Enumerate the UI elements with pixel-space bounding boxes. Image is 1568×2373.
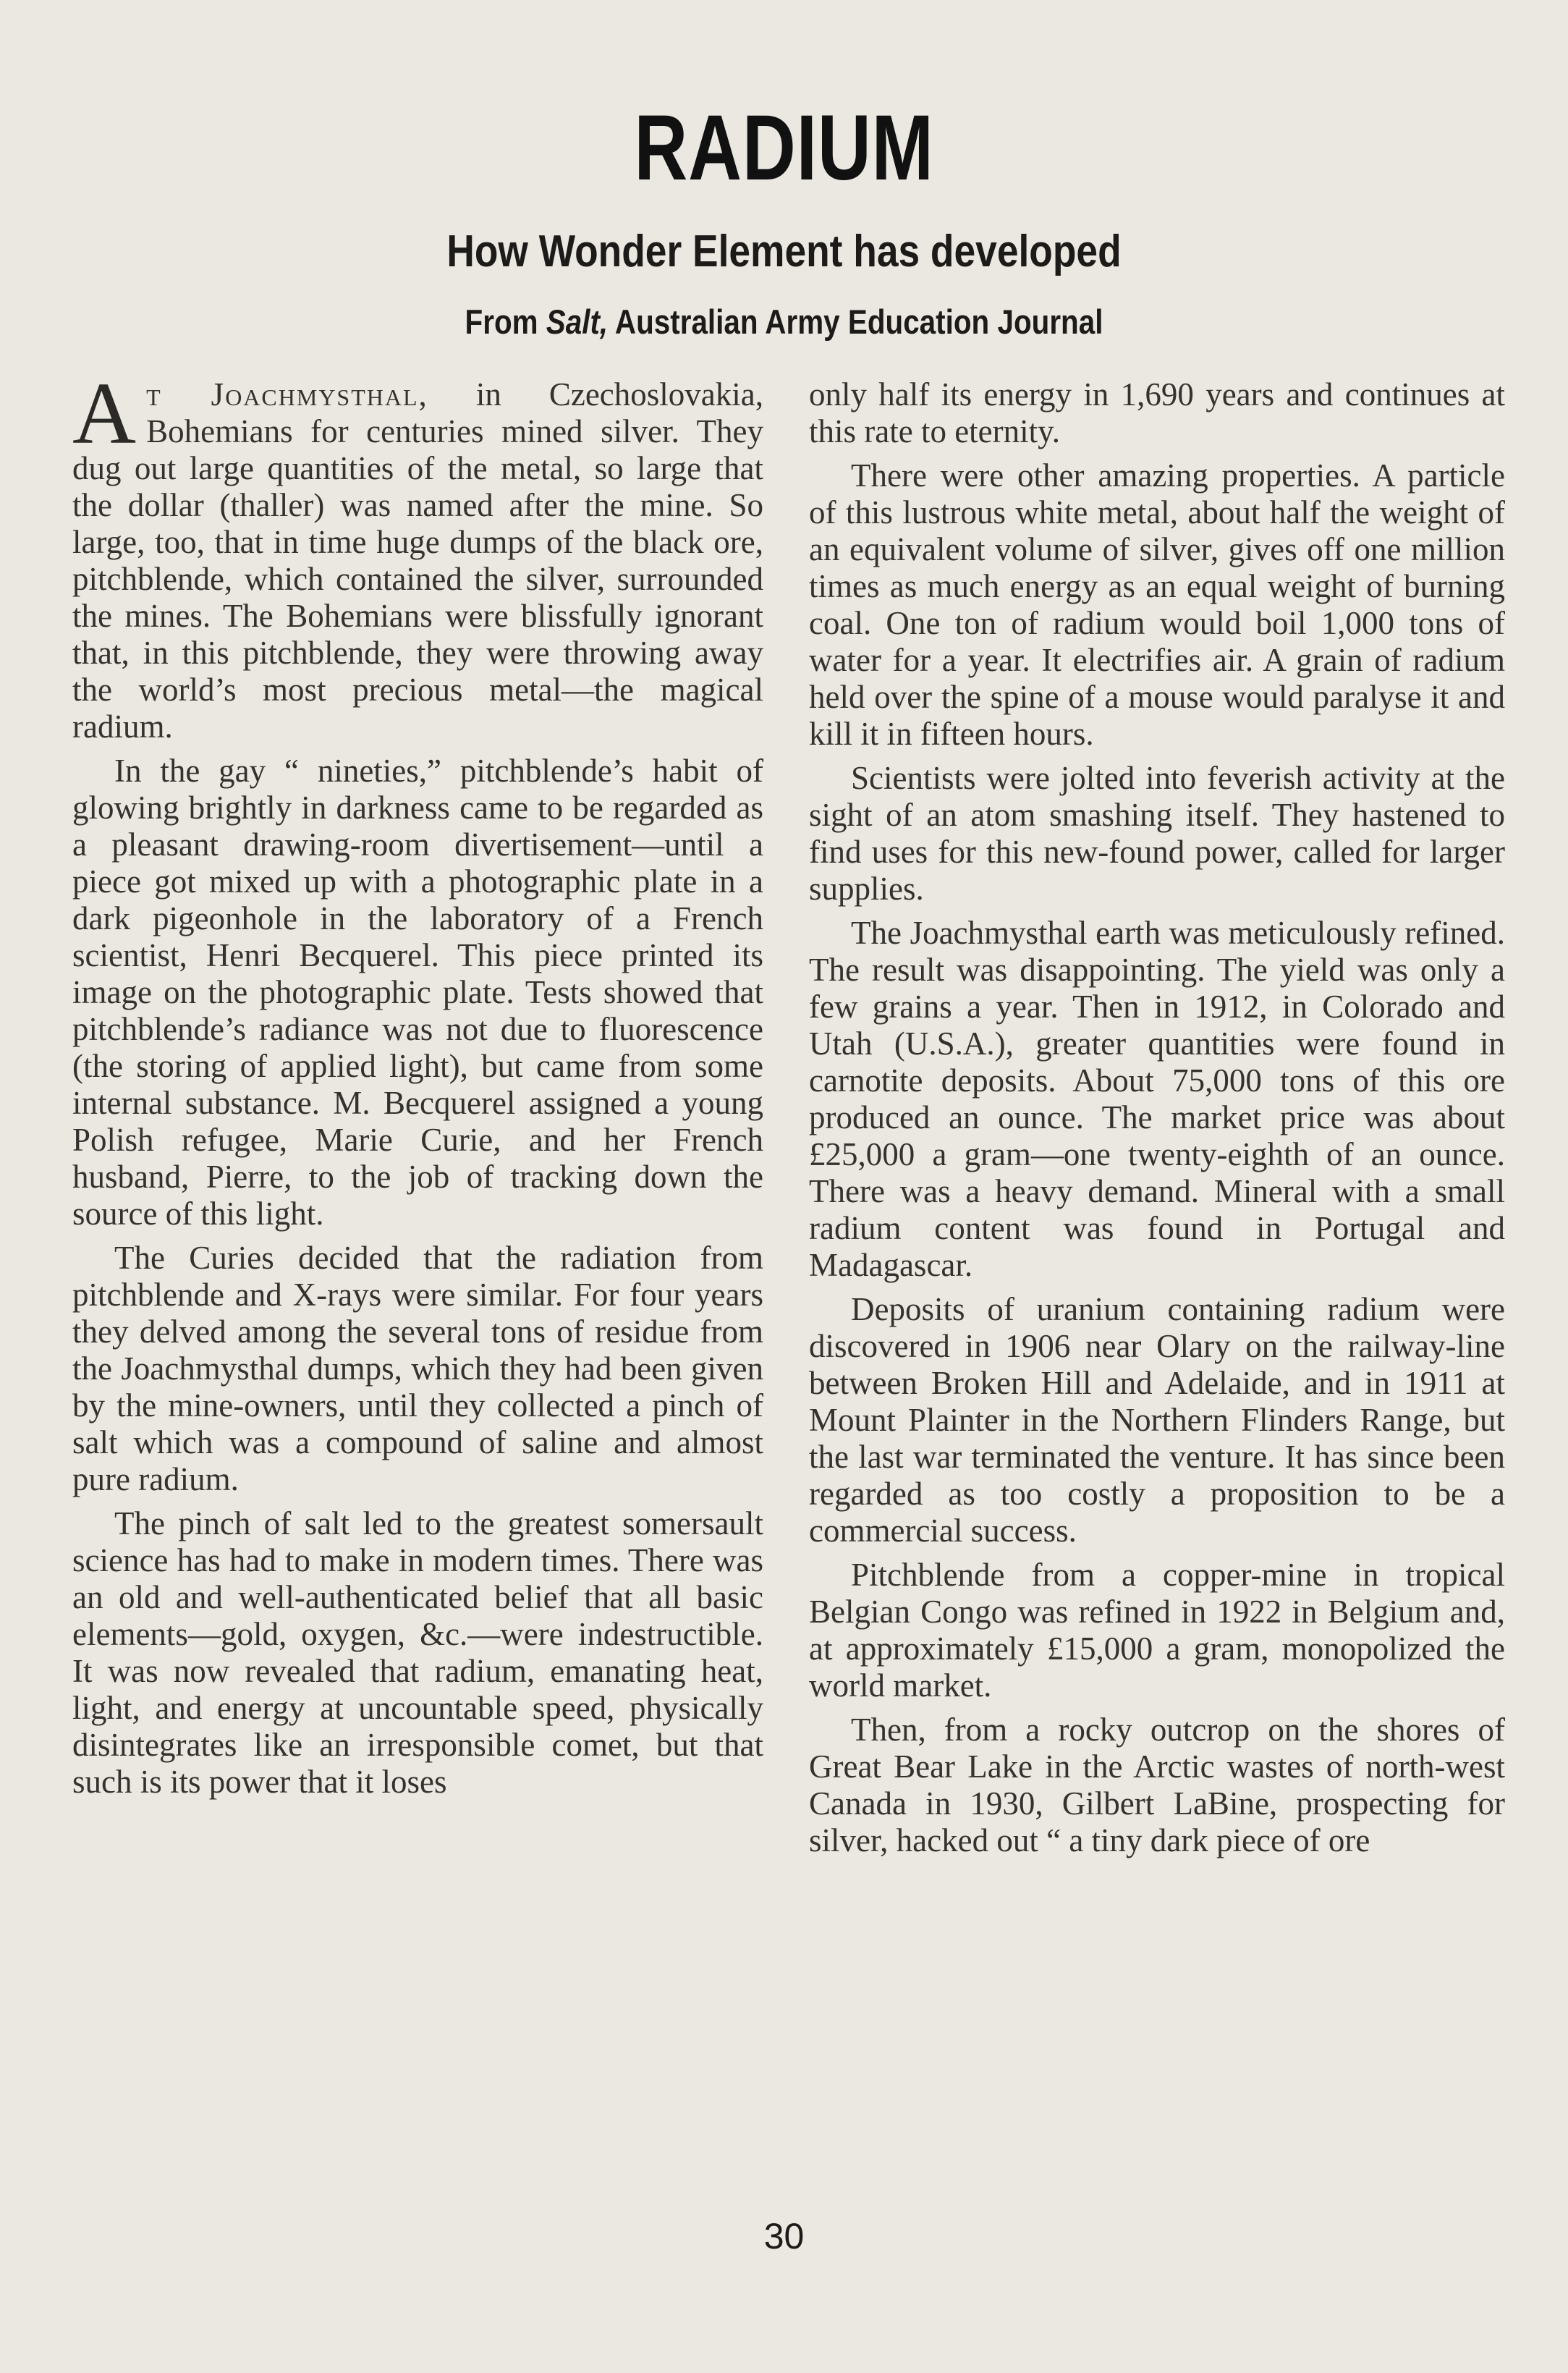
paragraph: In the gay “ nineties,” pitchblende’s habit of glowing brightly in darkness came to be regarded as a pleasant drawing-room divertisement—until a piece got mixed up with a photographic plate in a dark pigeonhole in the laboratory of a French scientist, Henri Becquerel. This piece printed its image on the photographic plate. Tests showed that pitchblende’s radiance was not due to fluorescence (the storing of applied light), but came from some internal substance. M. Becquerel assigned a young Polish refugee, Marie Curie, and her French husband, Pierre, to the job of tracking down the source of this light. bbox=[72, 753, 763, 1232]
paragraph bbox=[72, 365, 763, 745]
paragraph: only half its energy in 1,690 years and continues at this rate to eternity. bbox=[809, 376, 1505, 449]
paragraph: The Curies decided that the radiation from pitchblende and X-rays were similar. For four years they delved among the several tons of residue from the Joachmysthal dumps, which they had been given by the mine-owners, until they collected a pinch of salt which was a compound of saline and almost pure radium. bbox=[72, 1240, 763, 1497]
source-publication: Salt, bbox=[546, 303, 609, 341]
source-suffix: Australian Army Education Journal bbox=[608, 303, 1103, 341]
paragraph: Then, from a rocky outcrop on the shores of Great Bear Lake in the Arctic wastes of north-west Canada in 1930, Gilbert LaBine, prospecting for silver, hacked out “ a tiny dark piece of ore bbox=[809, 1712, 1505, 1858]
page-number: 30 bbox=[763, 2216, 805, 2256]
drop-cap: A bbox=[72, 365, 137, 462]
lead-in-smallcaps: t Joachmysthal, bbox=[146, 376, 428, 413]
article-source bbox=[110, 298, 1459, 346]
paragraph-text: in Czechoslovakia, Bohemians for centuries mined silver. They dug out large quantities of the metal, so large that the dollar (thaller) was named after the mine. So large, too, that in time huge dumps of the black ore, pitchblende, which contained the silver, surrounded the mines. The Bohemians were blissfully ignorant that, in this pitchblende, they were throwing away the world’s most precious metal—the magical radium. bbox=[72, 376, 763, 745]
source-prefix: From bbox=[465, 303, 546, 341]
paragraph: The pinch of salt led to the greatest somersault science has had to make in modern times. There was an old and well-authenticated belief that all basic elements—gold, oxygen, &c.—were indestructible. It was now revealed that radium, emanating heat, light, and energy at uncountable speed, physically disintegrates like an irresponsible comet, but that such is its power that it loses bbox=[72, 1505, 763, 1800]
paragraph: Deposits of uranium containing radium were discovered in 1906 near Olary on the railway-line between Broken Hill and Adelaide, and in 1911 at Mount Plainter in the Northern Flinders Range, but the last war terminated the venture. It has since been regarded as too costly a proposition to be a commercial success. bbox=[809, 1291, 1505, 1549]
article-subtitle: How Wonder Element has developed bbox=[446, 227, 1122, 276]
article-title: RADIUM bbox=[634, 96, 934, 200]
paragraph: Pitchblende from a copper-mine in tropical Belgian Congo was refined in 1922 in Belgium and, at approximately £15,000 a gram, monopolized the world market. bbox=[809, 1557, 1505, 1704]
right-column bbox=[809, 376, 1505, 1866]
paragraph: There were other amazing properties. A particle of this lustrous white metal, about half the weight of an equivalent volume of silver, gives off one million times as much energy as an equal weight of burning coal. One ton of radium would boil 1,000 tons of water for a year. It electrifies air. A grain of radium held over the spine of a mouse would paralyse it and kill it in fifteen hours. bbox=[809, 457, 1505, 752]
paragraph: Scientists were jolted into feverish activity at the sight of an atom smashing itself. They hastened to find uses for this new-found power, called for larger supplies. bbox=[809, 760, 1505, 907]
left-column bbox=[72, 365, 763, 1808]
paragraph: The Joachmysthal earth was meticulously refined. The result was disappointing. The yield was only a few grains a year. Then in 1912, in Colorado and Utah (U.S.A.), greater quantities were found in carnotite deposits. About 75,000 tons of this ore produced an ounce. The market price was about £25,000 a gram—one twenty-eighth of an ounce. There was a heavy demand. Mineral with a small radium content was found in Portugal and Madagascar. bbox=[809, 915, 1505, 1283]
